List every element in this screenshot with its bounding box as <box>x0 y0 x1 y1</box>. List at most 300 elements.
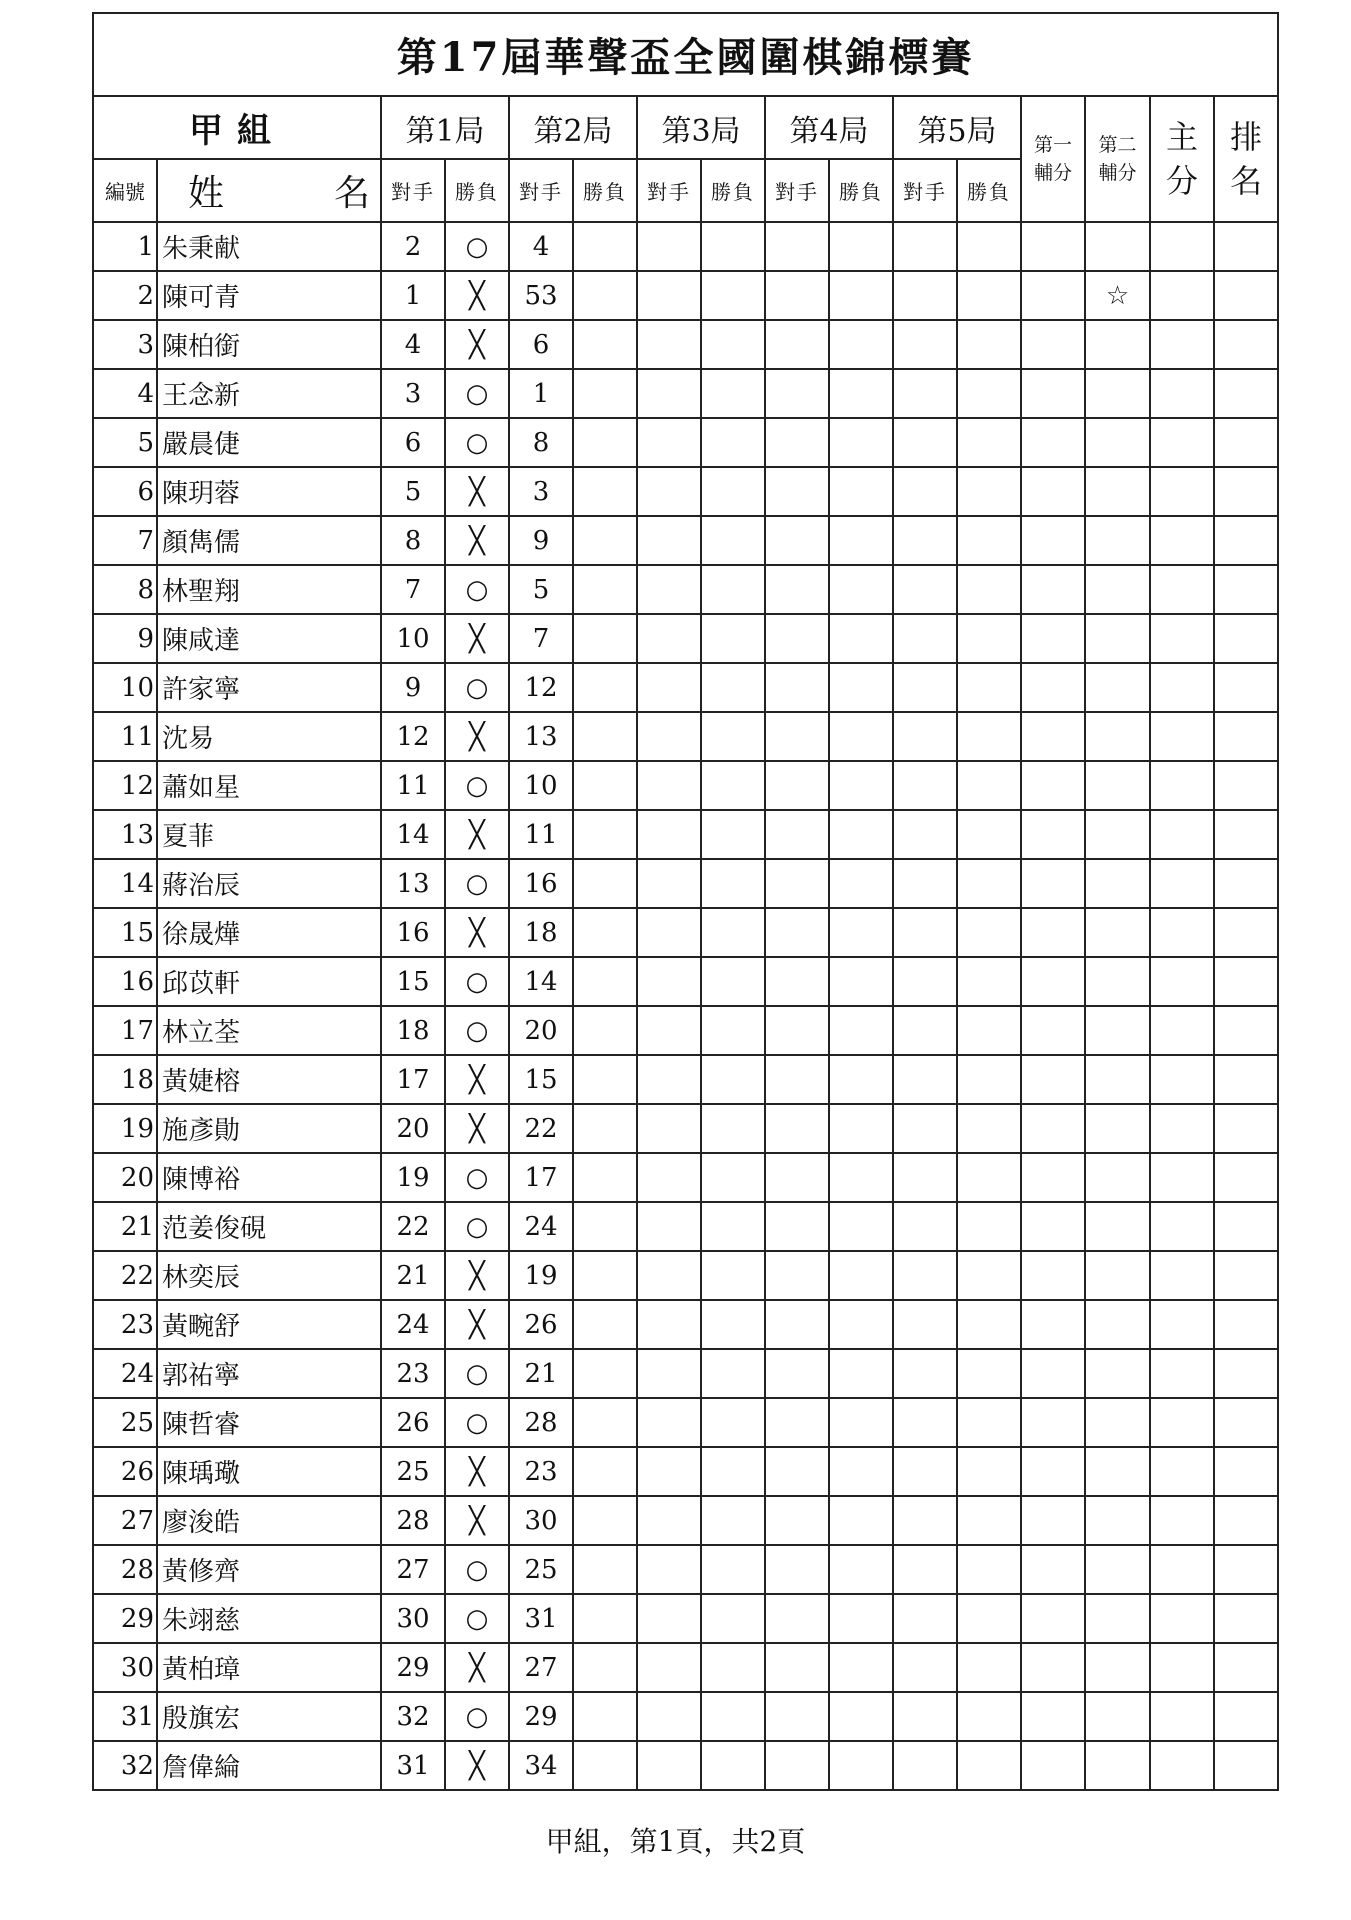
player-number: 26 <box>93 1447 157 1496</box>
player-number: 24 <box>93 1349 157 1398</box>
round-3-result <box>701 1055 765 1104</box>
round-3-result <box>701 1545 765 1594</box>
round-4-opponent <box>765 1692 829 1741</box>
round-1-opponent: 12 <box>381 712 445 761</box>
aux-score-2 <box>1085 761 1150 810</box>
round-5-opponent <box>893 663 957 712</box>
table-row <box>93 516 1278 565</box>
round-3-opponent <box>637 565 701 614</box>
round-5-opponent <box>893 320 957 369</box>
player-number: 5 <box>93 418 157 467</box>
round-1-opponent: 7 <box>381 565 445 614</box>
aux-score-2 <box>1085 565 1150 614</box>
round-2-opponent: 20 <box>509 1006 573 1055</box>
round-4-result <box>829 810 893 859</box>
round-4-opponent <box>765 222 829 271</box>
round-4-opponent <box>765 957 829 1006</box>
round-3-result <box>701 1692 765 1741</box>
aux-score-1-header: 第一 輔分 <box>1021 96 1085 222</box>
player-name: 陳玥蓉 <box>157 467 381 516</box>
round-2-result <box>573 1300 637 1349</box>
round-1-opponent: 29 <box>381 1643 445 1692</box>
round-4-result <box>829 1594 893 1643</box>
round-5-result <box>957 516 1021 565</box>
round-5-result <box>957 467 1021 516</box>
round-3-result <box>701 761 765 810</box>
round-3-opponent <box>637 1692 701 1741</box>
rank <box>1214 1545 1278 1594</box>
player-number: 19 <box>93 1104 157 1153</box>
round-1-opponent: 27 <box>381 1545 445 1594</box>
round-1-opponent: 18 <box>381 1006 445 1055</box>
round-2-header: 第2局 <box>509 96 637 159</box>
round-2-opponent: 25 <box>509 1545 573 1594</box>
round-4-result <box>829 761 893 810</box>
round-4-header: 第4局 <box>765 96 893 159</box>
rank <box>1214 271 1278 320</box>
round-1-result: ○ <box>445 1398 509 1447</box>
round-3-result <box>701 1643 765 1692</box>
round-1-opponent: 25 <box>381 1447 445 1496</box>
aux-score-2 <box>1085 1643 1150 1692</box>
aux-score-2: ☆ <box>1085 271 1150 320</box>
player-name: 沈易 <box>157 712 381 761</box>
main-score <box>1150 712 1214 761</box>
main-score <box>1150 957 1214 1006</box>
aux-score-1 <box>1021 271 1085 320</box>
player-number: 6 <box>93 467 157 516</box>
aux-score-2-header: 第二 輔分 <box>1085 96 1150 222</box>
player-number: 23 <box>93 1300 157 1349</box>
round-2-opponent: 16 <box>509 859 573 908</box>
round-3-opponent <box>637 1545 701 1594</box>
player-name: 嚴晨倢 <box>157 418 381 467</box>
aux-score-2 <box>1085 957 1150 1006</box>
round-3-result <box>701 1202 765 1251</box>
main-score <box>1150 1447 1214 1496</box>
player-number: 22 <box>93 1251 157 1300</box>
name-header-char-2: 名 <box>334 173 371 214</box>
round-2-opponent: 30 <box>509 1496 573 1545</box>
round-3-result <box>701 369 765 418</box>
round-3-result <box>701 1741 765 1790</box>
round-5-result <box>957 1594 1021 1643</box>
round-2-opponent: 24 <box>509 1202 573 1251</box>
round-3-result <box>701 1496 765 1545</box>
round-4-result <box>829 271 893 320</box>
round-4-result <box>829 1398 893 1447</box>
player-number: 28 <box>93 1545 157 1594</box>
aux-score-1 <box>1021 369 1085 418</box>
aux-score-2 <box>1085 516 1150 565</box>
round-1-opponent: 31 <box>381 1741 445 1790</box>
rank <box>1214 1447 1278 1496</box>
aux-score-1 <box>1021 712 1085 761</box>
round-2-result <box>573 1594 637 1643</box>
round-2-result <box>573 614 637 663</box>
round-4-opponent <box>765 1349 829 1398</box>
aux-score-2 <box>1085 222 1150 271</box>
round-3-opponent <box>637 467 701 516</box>
main-score <box>1150 320 1214 369</box>
round-2-result <box>573 1545 637 1594</box>
round-5-result-header: 勝負 <box>957 159 1021 222</box>
round-2-opponent: 4 <box>509 222 573 271</box>
round-1-result: ╳ <box>445 271 509 320</box>
round-4-opponent <box>765 369 829 418</box>
round-4-result-header: 勝負 <box>829 159 893 222</box>
round-5-result <box>957 418 1021 467</box>
player-number: 3 <box>93 320 157 369</box>
round-5-opponent <box>893 1202 957 1251</box>
aux-score-1 <box>1021 1104 1085 1153</box>
round-5-result <box>957 1104 1021 1153</box>
round-4-opponent <box>765 712 829 761</box>
round-1-result: ○ <box>445 418 509 467</box>
round-5-opponent <box>893 1349 957 1398</box>
round-1-result: ╳ <box>445 908 509 957</box>
round-2-opponent: 31 <box>509 1594 573 1643</box>
round-5-result <box>957 908 1021 957</box>
aux-score-1 <box>1021 1447 1085 1496</box>
round-3-opponent <box>637 1153 701 1202</box>
table-row <box>93 1496 1278 1545</box>
table-row <box>93 222 1278 271</box>
aux-score-2 <box>1085 614 1150 663</box>
round-4-result <box>829 1251 893 1300</box>
aux-score-2 <box>1085 1692 1150 1741</box>
main-score <box>1150 369 1214 418</box>
rank <box>1214 1251 1278 1300</box>
main-score <box>1150 1594 1214 1643</box>
rank <box>1214 1496 1278 1545</box>
rank <box>1214 712 1278 761</box>
round-2-result <box>573 1741 637 1790</box>
round-2-opponent: 10 <box>509 761 573 810</box>
aux-score-2 <box>1085 320 1150 369</box>
round-5-result <box>957 1300 1021 1349</box>
round-4-opponent <box>765 1643 829 1692</box>
table-row <box>93 1006 1278 1055</box>
table-row <box>93 712 1278 761</box>
round-1-opponent: 14 <box>381 810 445 859</box>
player-number: 12 <box>93 761 157 810</box>
rank <box>1214 1349 1278 1398</box>
round-5-result <box>957 663 1021 712</box>
round-2-opponent: 26 <box>509 1300 573 1349</box>
round-4-opponent <box>765 1055 829 1104</box>
round-4-result <box>829 1741 893 1790</box>
round-4-opponent <box>765 1006 829 1055</box>
round-5-opponent <box>893 418 957 467</box>
round-5-result <box>957 957 1021 1006</box>
aux-score-1 <box>1021 1594 1085 1643</box>
round-4-result <box>829 467 893 516</box>
round-2-opponent: 29 <box>509 1692 573 1741</box>
round-5-opponent <box>893 1594 957 1643</box>
round-4-opponent <box>765 1496 829 1545</box>
player-name: 夏菲 <box>157 810 381 859</box>
round-1-result: ╳ <box>445 1251 509 1300</box>
table-row <box>93 320 1278 369</box>
round-3-opponent-header: 對手 <box>637 159 701 222</box>
round-4-result <box>829 1447 893 1496</box>
round-1-opponent: 13 <box>381 859 445 908</box>
round-4-result <box>829 1006 893 1055</box>
round-3-opponent <box>637 810 701 859</box>
round-5-opponent <box>893 222 957 271</box>
round-5-result <box>957 1398 1021 1447</box>
round-4-result <box>829 1692 893 1741</box>
round-5-result <box>957 1741 1021 1790</box>
table-row <box>93 565 1278 614</box>
table-row <box>93 1741 1278 1790</box>
main-score <box>1150 1006 1214 1055</box>
round-5-opponent <box>893 908 957 957</box>
rank <box>1214 1692 1278 1741</box>
round-5-opponent <box>893 1104 957 1153</box>
round-5-result <box>957 1349 1021 1398</box>
player-name: 黃畹舒 <box>157 1300 381 1349</box>
aux-score-1 <box>1021 1349 1085 1398</box>
round-2-opponent: 11 <box>509 810 573 859</box>
rank <box>1214 1741 1278 1790</box>
table-row <box>93 761 1278 810</box>
round-1-header: 第1局 <box>381 96 509 159</box>
round-5-result <box>957 1006 1021 1055</box>
player-name: 黃柏璋 <box>157 1643 381 1692</box>
round-5-result <box>957 1055 1021 1104</box>
round-5-opponent <box>893 1300 957 1349</box>
round-4-result <box>829 1104 893 1153</box>
round-2-opponent: 19 <box>509 1251 573 1300</box>
aux-score-2 <box>1085 369 1150 418</box>
round-2-opponent: 6 <box>509 320 573 369</box>
rank <box>1214 1202 1278 1251</box>
aux-score-1 <box>1021 810 1085 859</box>
round-4-opponent <box>765 565 829 614</box>
round-1-result: ╳ <box>445 810 509 859</box>
round-1-result: ○ <box>445 957 509 1006</box>
round-2-opponent: 5 <box>509 565 573 614</box>
table-row <box>93 271 1278 320</box>
round-5-result <box>957 1692 1021 1741</box>
round-5-opponent <box>893 957 957 1006</box>
round-4-result <box>829 1545 893 1594</box>
round-2-opponent-header: 對手 <box>509 159 573 222</box>
main-score <box>1150 1741 1214 1790</box>
round-5-result <box>957 1251 1021 1300</box>
table-row <box>93 1300 1278 1349</box>
player-name: 邱苡軒 <box>157 957 381 1006</box>
round-4-opponent-header: 對手 <box>765 159 829 222</box>
player-name: 陳博裕 <box>157 1153 381 1202</box>
round-5-result <box>957 1496 1021 1545</box>
round-3-result <box>701 1447 765 1496</box>
round-4-opponent <box>765 614 829 663</box>
round-5-opponent <box>893 1643 957 1692</box>
aux-score-1 <box>1021 1545 1085 1594</box>
player-number: 8 <box>93 565 157 614</box>
round-4-result <box>829 663 893 712</box>
round-5-result <box>957 1545 1021 1594</box>
round-1-opponent-header: 對手 <box>381 159 445 222</box>
main-score <box>1150 222 1214 271</box>
round-1-opponent: 8 <box>381 516 445 565</box>
aux-score-1 <box>1021 957 1085 1006</box>
round-2-opponent: 9 <box>509 516 573 565</box>
round-3-result <box>701 320 765 369</box>
round-1-result: ○ <box>445 369 509 418</box>
player-name: 林立荃 <box>157 1006 381 1055</box>
round-2-opponent: 18 <box>509 908 573 957</box>
round-4-opponent <box>765 1251 829 1300</box>
round-2-result <box>573 712 637 761</box>
round-2-result <box>573 761 637 810</box>
aux-score-2 <box>1085 1006 1150 1055</box>
player-name: 黃修齊 <box>157 1545 381 1594</box>
round-2-opponent: 15 <box>509 1055 573 1104</box>
round-5-opponent <box>893 271 957 320</box>
aux-score-1 <box>1021 1692 1085 1741</box>
round-2-result <box>573 1104 637 1153</box>
round-2-opponent: 23 <box>509 1447 573 1496</box>
player-number: 21 <box>93 1202 157 1251</box>
player-name: 蕭如星 <box>157 761 381 810</box>
player-name: 廖浚皓 <box>157 1496 381 1545</box>
player-number: 20 <box>93 1153 157 1202</box>
round-2-result-header: 勝負 <box>573 159 637 222</box>
rank <box>1214 957 1278 1006</box>
player-name: 王念新 <box>157 369 381 418</box>
table-row <box>93 957 1278 1006</box>
round-1-result: ╳ <box>445 1643 509 1692</box>
player-name: 范姜俊硯 <box>157 1202 381 1251</box>
round-3-opponent <box>637 1594 701 1643</box>
round-4-result <box>829 1349 893 1398</box>
round-5-result <box>957 222 1021 271</box>
round-3-opponent <box>637 1055 701 1104</box>
round-1-opponent: 5 <box>381 467 445 516</box>
main-score <box>1150 1643 1214 1692</box>
table-row <box>93 614 1278 663</box>
score-sheet <box>92 12 1269 1791</box>
aux-score-1 <box>1021 1496 1085 1545</box>
round-1-result: ╳ <box>445 614 509 663</box>
aux-score-2 <box>1085 1545 1150 1594</box>
aux-score-2 <box>1085 467 1150 516</box>
number-header: 編號 <box>93 159 157 222</box>
player-name: 林奕辰 <box>157 1251 381 1300</box>
round-3-result <box>701 1398 765 1447</box>
round-1-opponent: 32 <box>381 1692 445 1741</box>
aux-score-1 <box>1021 1055 1085 1104</box>
name-header <box>157 159 381 222</box>
round-5-opponent <box>893 369 957 418</box>
main-score <box>1150 1104 1214 1153</box>
round-3-opponent <box>637 1006 701 1055</box>
round-5-opponent <box>893 1447 957 1496</box>
aux-score-2 <box>1085 418 1150 467</box>
round-3-opponent <box>637 1398 701 1447</box>
round-2-opponent: 14 <box>509 957 573 1006</box>
main-score <box>1150 1251 1214 1300</box>
aux-score-1 <box>1021 1643 1085 1692</box>
rank <box>1214 1055 1278 1104</box>
round-4-opponent <box>765 1741 829 1790</box>
player-name: 殷旗宏 <box>157 1692 381 1741</box>
round-3-result <box>701 418 765 467</box>
round-4-opponent <box>765 1202 829 1251</box>
round-1-result: ╳ <box>445 1447 509 1496</box>
aux-score-1 <box>1021 1006 1085 1055</box>
round-4-result <box>829 1055 893 1104</box>
table-row <box>93 1643 1278 1692</box>
round-2-opponent: 3 <box>509 467 573 516</box>
rank <box>1214 467 1278 516</box>
round-5-opponent <box>893 1496 957 1545</box>
aux-score-1 <box>1021 761 1085 810</box>
player-number: 13 <box>93 810 157 859</box>
player-name: 施彥勛 <box>157 1104 381 1153</box>
player-name: 蔣治辰 <box>157 859 381 908</box>
round-3-result <box>701 1006 765 1055</box>
main-score <box>1150 467 1214 516</box>
round-5-opponent <box>893 1251 957 1300</box>
round-4-result <box>829 1496 893 1545</box>
aux-score-1 <box>1021 418 1085 467</box>
rank <box>1214 418 1278 467</box>
round-5-result <box>957 1202 1021 1251</box>
round-5-opponent <box>893 1006 957 1055</box>
main-score <box>1150 1398 1214 1447</box>
name-header-char-1: 姓 <box>188 173 225 214</box>
round-1-result: ○ <box>445 1545 509 1594</box>
round-4-result <box>829 320 893 369</box>
round-3-opponent <box>637 1300 701 1349</box>
player-name: 徐晟燁 <box>157 908 381 957</box>
player-number: 30 <box>93 1643 157 1692</box>
rank <box>1214 614 1278 663</box>
rank <box>1214 1398 1278 1447</box>
player-name: 陳瑀璥 <box>157 1447 381 1496</box>
round-1-opponent: 3 <box>381 369 445 418</box>
round-1-result: ○ <box>445 1692 509 1741</box>
results-table <box>92 12 1279 1791</box>
round-4-opponent <box>765 320 829 369</box>
round-5-opponent <box>893 565 957 614</box>
round-5-opponent <box>893 761 957 810</box>
player-name: 陳柏銜 <box>157 320 381 369</box>
main-score <box>1150 663 1214 712</box>
round-3-opponent <box>637 761 701 810</box>
round-1-opponent: 17 <box>381 1055 445 1104</box>
table-row <box>93 369 1278 418</box>
round-3-result <box>701 957 765 1006</box>
round-3-result <box>701 908 765 957</box>
round-4-opponent <box>765 271 829 320</box>
round-4-result <box>829 712 893 761</box>
player-number: 7 <box>93 516 157 565</box>
round-4-result <box>829 859 893 908</box>
round-5-opponent <box>893 810 957 859</box>
round-4-result <box>829 418 893 467</box>
round-4-opponent <box>765 467 829 516</box>
round-2-opponent: 27 <box>509 1643 573 1692</box>
round-5-opponent <box>893 614 957 663</box>
round-2-opponent: 1 <box>509 369 573 418</box>
player-name: 陳可青 <box>157 271 381 320</box>
